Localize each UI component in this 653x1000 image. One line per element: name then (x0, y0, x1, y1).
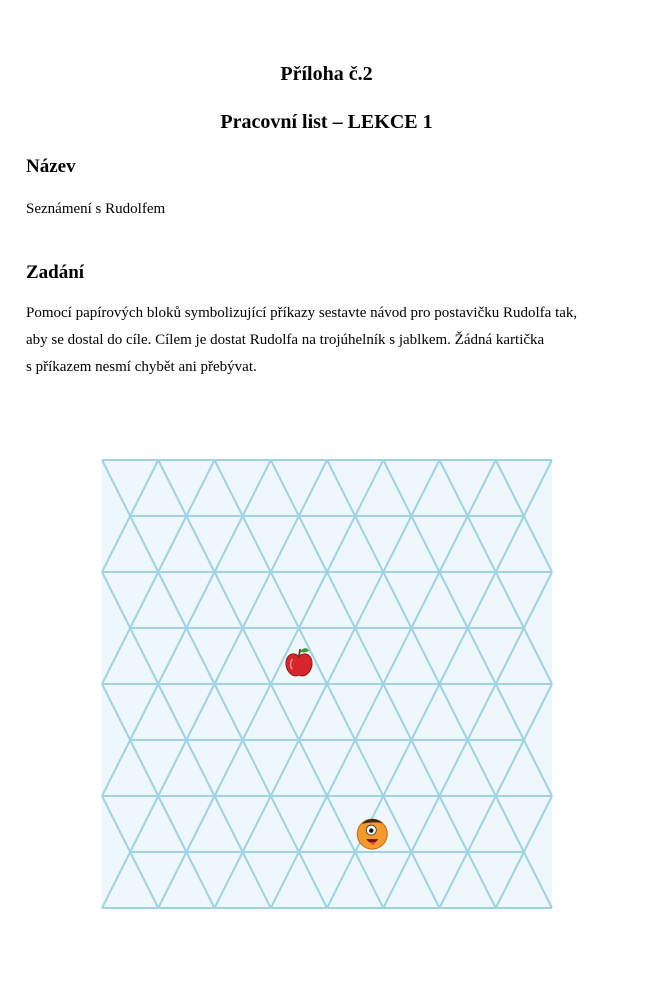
appendix-title: Příloha č.2 (280, 63, 373, 85)
name-heading: Název (26, 156, 76, 177)
lesson-name-text: Seznámení s Rudolfem (26, 201, 166, 217)
task-heading: Zadání (26, 262, 85, 283)
rudolf-character-icon (357, 819, 387, 849)
task-line: Pomocí papírových bloků symbolizující příkazy sestavte návod pro postavičku Rudolfa tak, (26, 305, 578, 321)
task-instructions (26, 300, 626, 381)
task-line: s příkazem nesmí chybět ani přebývat. (26, 359, 257, 375)
task-line: aby se dostal do cíle. Cílem je dostat Rudolfa na trojúhelník s jablkem. Žádná kartička (26, 332, 545, 348)
triangle-grid-svg (98, 456, 556, 914)
worksheet-title: Pracovní list – LEKCE 1 (220, 111, 433, 133)
triangle-grid (98, 456, 556, 914)
